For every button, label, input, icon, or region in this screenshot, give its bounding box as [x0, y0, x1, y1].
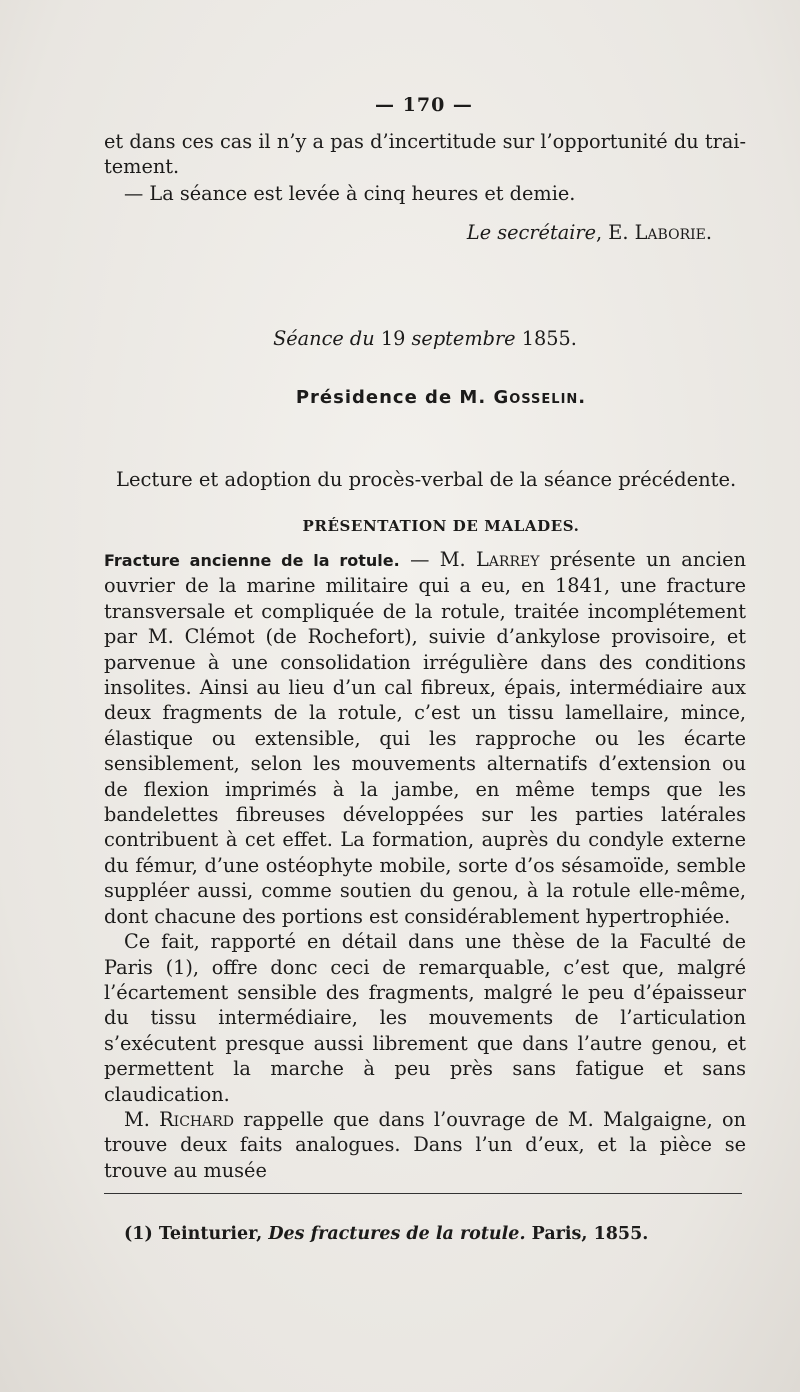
case-title: Fracture ancienne de la rotule.: [104, 551, 400, 570]
opening-paragraph: [104, 129, 746, 180]
section-heading: [120, 514, 762, 539]
footnote-marker: (1): [124, 1224, 153, 1244]
footnote-author: Teinturier,: [158, 1224, 263, 1244]
opening-line-2: tement.: [104, 155, 180, 179]
session-heading: [104, 326, 746, 351]
case-paragraph-2: Ce fait, rapporté en détail dans une thèse de la Faculté de Paris (1), offre donc ceci de remarquable, c’est que, malgré l’écartement sensible des fragments, malgré le peu d’épaisseur du tissu intermédiaire, les mouvements de l’articulation s’exécutent presque aussi librement que dans l’autre genou, et permettent la marche à peu près sans fatigue et sans claudication.: [104, 930, 746, 1106]
signature-separator: ,: [596, 221, 609, 244]
presidency-text: Présidence de M.: [295, 387, 487, 408]
richard-name: Richard: [159, 1107, 234, 1131]
case-report: [104, 547, 746, 1183]
opening-line-1: et dans ces cas il n’y a pas d’incertitude sur l’opportunité du trai-: [104, 130, 746, 153]
presidency-heading: [120, 385, 762, 410]
case-presenter: Larrey: [476, 548, 540, 571]
section-heading-text: PRÉSENTATION DE MALADES.: [302, 517, 580, 535]
case-paragraph-1: [104, 547, 746, 929]
page-number: — 170 —: [375, 94, 473, 116]
session-month: septembre: [411, 327, 516, 350]
session-day: 19: [380, 327, 406, 350]
presidency-name: Gosselin.: [493, 387, 587, 408]
richard-paragraph: [104, 1107, 746, 1183]
session-year: 1855.: [521, 327, 577, 350]
richard-text: rappelle que dans l’ouvrage de M. Malgaigne, on trouve deux faits analogues. Dans l’un d’eux, et la pièce se trouve au musée: [104, 1107, 746, 1182]
footnote: [104, 1222, 746, 1247]
signature: [104, 220, 712, 245]
minutes-text: Lecture et adoption du procès-verbal de la séance précédente.: [116, 468, 737, 491]
signature-role: Le secrétaire: [466, 221, 597, 244]
signature-name: Laborie.: [634, 221, 712, 244]
session-prefix: Séance du: [273, 327, 375, 350]
signature-name-prefix: E.: [608, 221, 635, 244]
richard-prefix: M.: [124, 1107, 160, 1131]
footnote-place: Paris, 1855.: [531, 1224, 649, 1244]
session-closed-text: — La séance est levée à cinq heures et demie.: [124, 182, 576, 205]
closing-line: [104, 181, 746, 206]
minutes-line: [104, 467, 746, 492]
footnote-rule: [104, 1193, 742, 1194]
case-body-1: présente un ancien ouvrier de la marine militaire qui a eu, en 1841, une fracture transversale et compliquée de la rotule, traitée incomplétement par M. Clémot (de Rochefort), suivie d’ankylose provisoire, et parvenue à une consolidation irrégulière dans des conditions insolites. Ainsi au lieu d’un cal fibreux, épais, intermédiaire aux deux fragments de la rotule, c’est un tissu lamellaire, mince, élastique ou extensible, qui les rapproche ou les écarte sensiblement, selon les mouvements alternatifs d’extension ou de flexion imprimés à la jambe, en même temps que les bandelettes fibreuses développées sur les parties latérales contribuent à cet effet. La formation, auprès du condyle externe du fémur, d’une ostéophyte mobile, sorte d’os sésamoïde, semble suppléer aussi, comme soutien du genou, à la rotule elle-même, dont chacune des portions est considérablement hypertrophiée.: [104, 548, 747, 928]
footnote-title: Des fractures de la rotule.: [268, 1224, 526, 1244]
case-dash: — M.: [399, 548, 476, 571]
